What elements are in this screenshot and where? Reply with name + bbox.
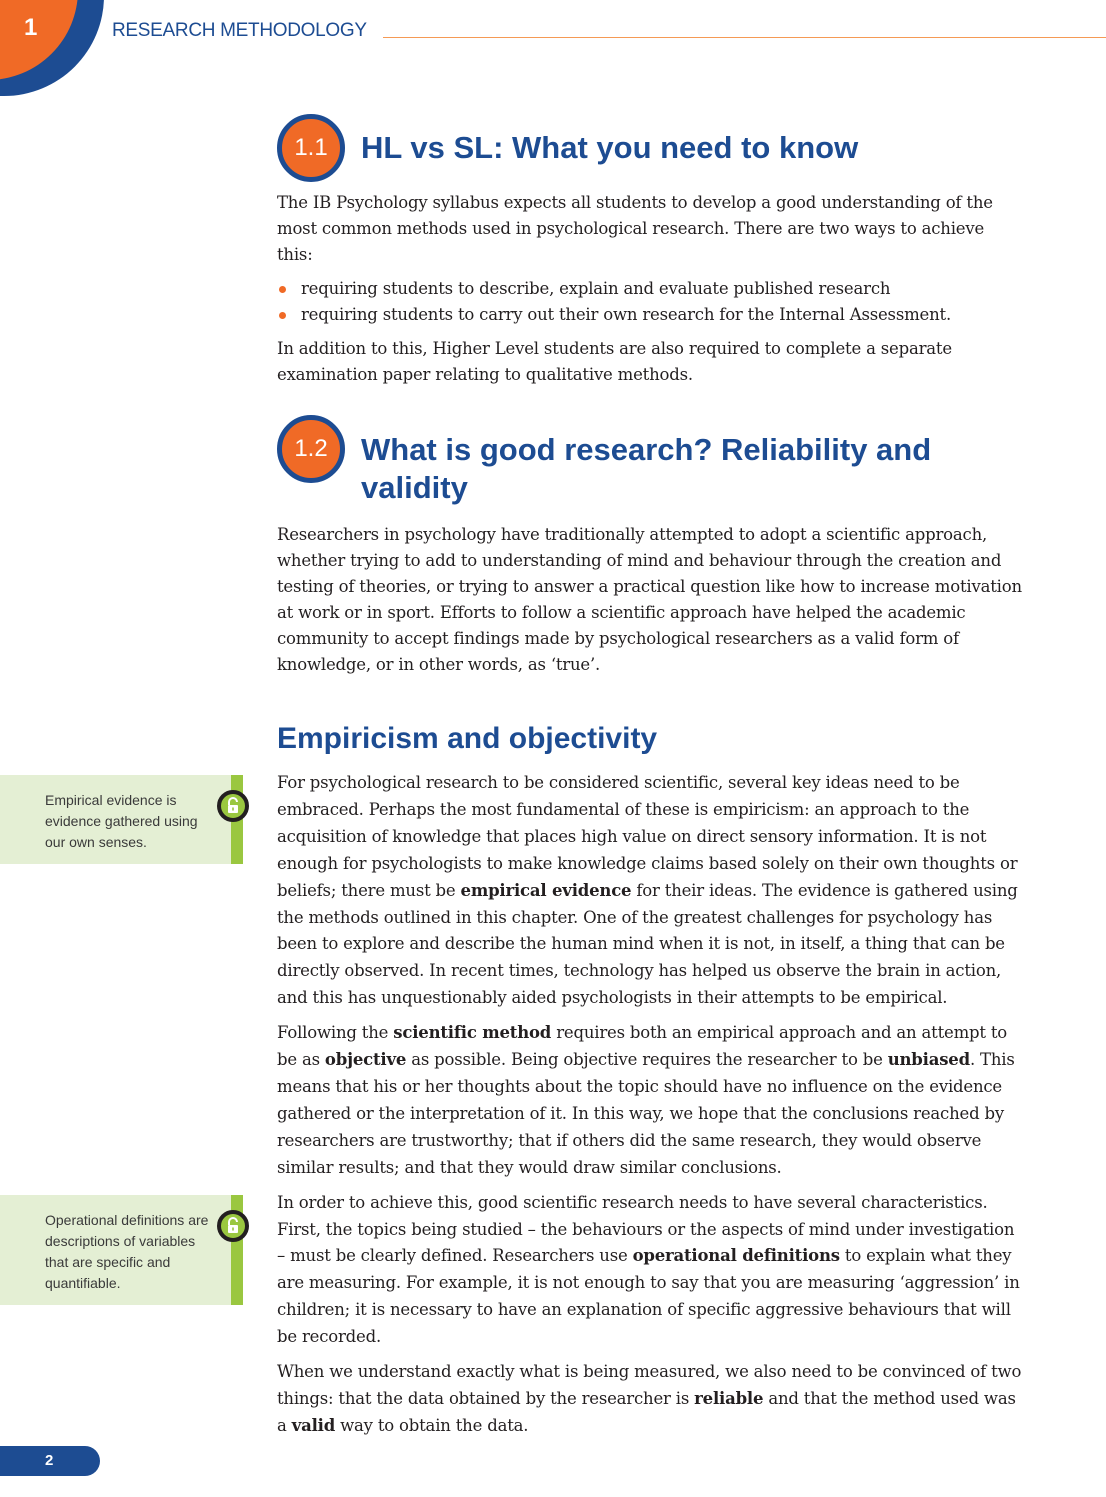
section-title-line: validity <box>361 470 468 505</box>
margin-note-operational-definitions <box>0 1195 243 1305</box>
key-term: empirical evidence <box>460 880 632 900</box>
paragraph <box>277 1190 1022 1351</box>
text-run: In order to achieve this, good scientific research needs to have several characteristics. First, the topics being studied – the behaviours or the aspects of mind under investigation – must be clearly defined. Researchers use <box>277 1192 1015 1266</box>
section-number-badge: 1.2 <box>277 415 345 483</box>
paragraph: The IB Psychology syllabus expects all students to develop a good understanding of the most common methods used in psychological research. There are two ways to achieve this: <box>277 193 993 264</box>
section-title: HL vs SL: What you need to know <box>361 130 859 165</box>
running-title: RESEARCH METHODOLOGY <box>112 20 367 41</box>
chapter-badge <box>0 0 104 96</box>
chapter-number: 1 <box>24 14 38 41</box>
header-rule <box>383 37 1106 38</box>
list-item <box>277 276 1022 302</box>
paragraph <box>277 770 1022 1012</box>
page-number: 2 <box>45 1452 54 1469</box>
key-term: unbiased <box>887 1050 970 1070</box>
page-number-tab <box>0 1446 100 1476</box>
section-number-badge: 1.1 <box>277 114 345 182</box>
empiricism-text <box>277 770 1022 1448</box>
unlock-glyph <box>221 1214 245 1238</box>
intro-text <box>277 190 1022 396</box>
paragraph <box>277 1359 1022 1440</box>
research-text <box>277 522 1022 686</box>
paragraph: In addition to this, Higher Level students are also required to complete a separate examination paper relating to qualitative methods. <box>277 339 952 384</box>
text-run: as possible. Being objective requires the researcher to be <box>406 1050 888 1070</box>
text-run: For psychological research to be considered scientific, several key ideas need to be embraced. Perhaps the most fundamental of these is empiricism: an approach to the acquisition of knowledge that places high value on direct sensory information. It is not enough for psychologists to make knowledge claims based solely on their own thoughts or beliefs; there must be <box>277 773 1018 900</box>
text-run: . This means that his or her thoughts about the topic should have no influence on the evidence gathered or the interpretation of it. In this way, we hope that the conclusions reached by researchers are trustworthy; that if others did the same research, they would observe similar results; and that they would draw similar conclusions. <box>277 1050 1015 1177</box>
text-run: for their ideas. The evidence is gathered using the methods outlined in this chapter. One of the greatest challenges for psychology has been to explore and describe the human mind when it is not, in itself, a thing that can be directly observed. In recent times, technology has helped us observe the brain in action, and this has unquestionably aided psychologists in their attempts to be empirical. <box>277 880 1018 1008</box>
margin-note-empirical-evidence <box>0 775 243 864</box>
key-term: scientific method <box>393 1023 552 1043</box>
paragraph: Researchers in psychology have traditionally attempted to adopt a scientific approach, whether trying to add to understanding of mind and behaviour through the creation and testing of theories, or trying to answer a practical question like how to increase motivation at work or in sport. Efforts to follow a scientific approach have helped the academic community to accept findings made by psychological researchers as a valid form of knowledge, or in other words, as ‘true’. <box>277 525 1022 674</box>
list-item <box>277 302 1022 328</box>
key-term: operational definitions <box>632 1246 840 1266</box>
unlock-icon <box>217 790 249 822</box>
text-run: to explain what they are measuring. For example, it is not enough to say that you are measuring ‘aggression’ in children; it is necessary to have an explanation of specific aggressive behaviours that will be recorded. <box>277 1246 1020 1347</box>
text-run: way to obtain the data. <box>335 1415 529 1435</box>
list-item-text: requiring students to describe, explain and evaluate published research <box>301 279 891 298</box>
bullet-list <box>277 276 1022 328</box>
bullet-icon <box>279 312 286 319</box>
key-term: valid <box>291 1415 336 1435</box>
subheading: Empiricism and objectivity <box>277 722 658 755</box>
chapter-badge-inner <box>0 0 78 80</box>
text-run: requires both an empirical approach and an attempt to be as <box>277 1023 1008 1070</box>
text-run: and that the method used was a <box>277 1388 1016 1435</box>
list-item-text: requiring students to carry out their own research for the Internal Assessment. <box>301 305 952 324</box>
text-run: Following the <box>277 1023 394 1043</box>
key-term: objective <box>324 1050 407 1070</box>
paragraph <box>277 1020 1022 1181</box>
section-title <box>361 431 931 507</box>
margin-note-text: Empirical evidence is evidence gathered using our own senses. <box>45 792 198 850</box>
margin-note-text: Operational definitions are descriptions of variables that are specific and quantifiable. <box>45 1212 209 1291</box>
text-run: When we understand exactly what is being measured, we also need to be convinced of two things: that the data obtained by the researcher is <box>277 1362 1022 1408</box>
unlock-glyph <box>221 794 245 818</box>
unlock-icon <box>217 1210 249 1242</box>
bullet-icon <box>279 286 286 293</box>
key-term: reliable <box>694 1388 764 1408</box>
section-title-line: What is good research? Reliability and <box>361 432 932 467</box>
